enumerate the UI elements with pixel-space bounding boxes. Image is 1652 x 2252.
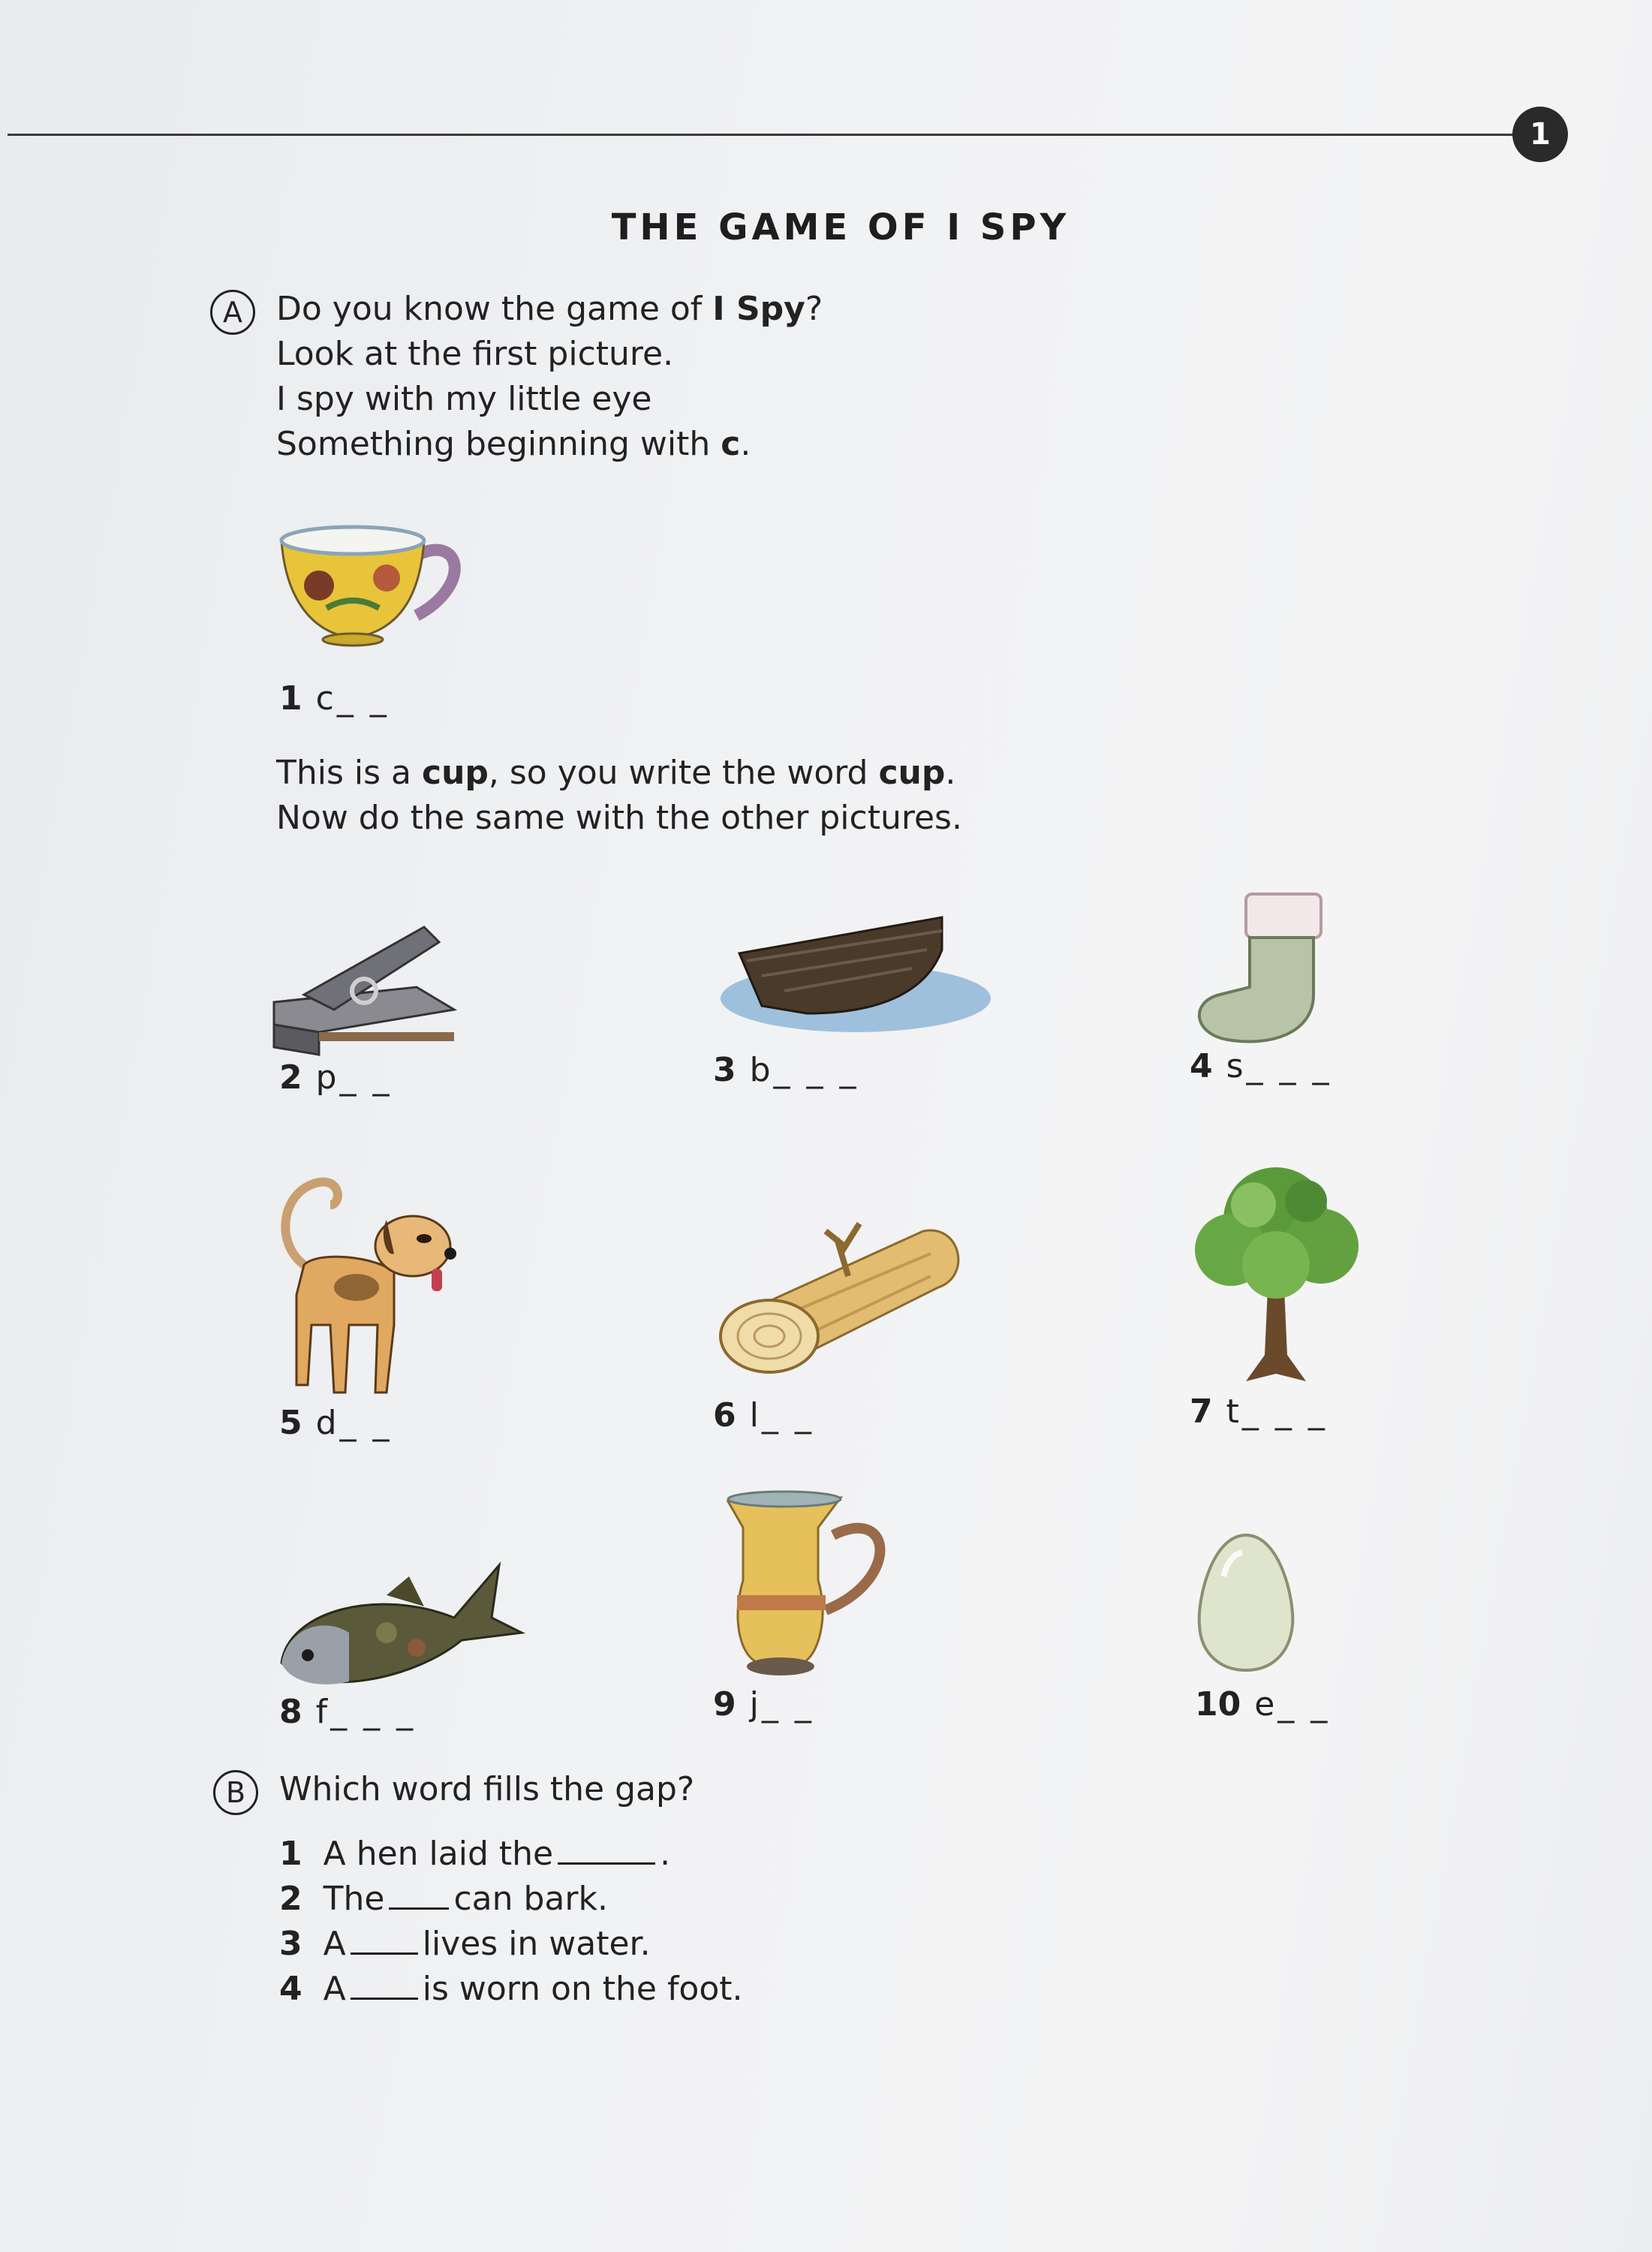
gap-sentence-3: 3 A lives in water. <box>279 1925 651 1963</box>
item-label-8: 8 f_ _ _ <box>279 1693 417 1731</box>
intro-line-4: Something beginning with c. <box>276 425 751 463</box>
tree-icon <box>1193 1160 1362 1385</box>
boat-icon <box>717 908 995 1043</box>
intro-line-2: Look at the first picture. <box>276 335 674 373</box>
instruction-line-2: Now do the same with the other pictures. <box>276 799 962 837</box>
jug-icon <box>713 1490 893 1681</box>
log-icon <box>713 1224 968 1381</box>
gap-sentence-4: 4 A is worn on the foot. <box>279 1970 743 2008</box>
section-b-marker: B <box>213 1770 258 1815</box>
peg-icon <box>274 920 454 1055</box>
fish-icon <box>274 1550 529 1693</box>
header-rule <box>8 134 1535 136</box>
item-label-3: 3 b_ _ _ <box>713 1051 859 1089</box>
intro-line-3: I spy with my little eye <box>276 380 652 418</box>
item-label-7: 7 t_ _ _ <box>1190 1392 1328 1431</box>
intro-line-1: Do you know the game of I Spy? <box>276 290 823 328</box>
egg-icon <box>1193 1531 1298 1674</box>
gap-blank-1[interactable] <box>558 1835 655 1865</box>
section-b-question: Which word fills the gap? <box>279 1770 695 1808</box>
cup-icon <box>274 518 469 653</box>
item-label-2: 2 p_ _ <box>279 1058 393 1097</box>
gap-sentence-2: 2 The can bark. <box>279 1880 608 1918</box>
gap-blank-2[interactable] <box>389 1880 449 1910</box>
instruction-line-1: This is a cup, so you write the word cup. <box>276 754 956 792</box>
gap-blank-4[interactable] <box>351 1970 418 2000</box>
item-label-9: 9 j_ _ <box>713 1685 814 1724</box>
item-label-10: 10 e_ _ <box>1195 1685 1331 1724</box>
item-label-6: 6 l_ _ <box>713 1396 814 1435</box>
sock-icon <box>1190 890 1325 1043</box>
section-a-marker: A <box>210 290 255 335</box>
gap-sentence-1: 1 A hen laid the . <box>279 1835 671 1873</box>
gap-blank-3[interactable] <box>351 1925 418 1955</box>
dog-icon <box>274 1175 462 1400</box>
page-number-badge: 1 <box>1512 107 1568 162</box>
page-title: THE GAME OF I SPY <box>611 206 1070 248</box>
item-label-1: 1 c_ _ <box>279 679 390 718</box>
item-label-4: 4 s_ _ _ <box>1190 1047 1332 1085</box>
item-label-5: 5 d_ _ <box>279 1404 393 1442</box>
